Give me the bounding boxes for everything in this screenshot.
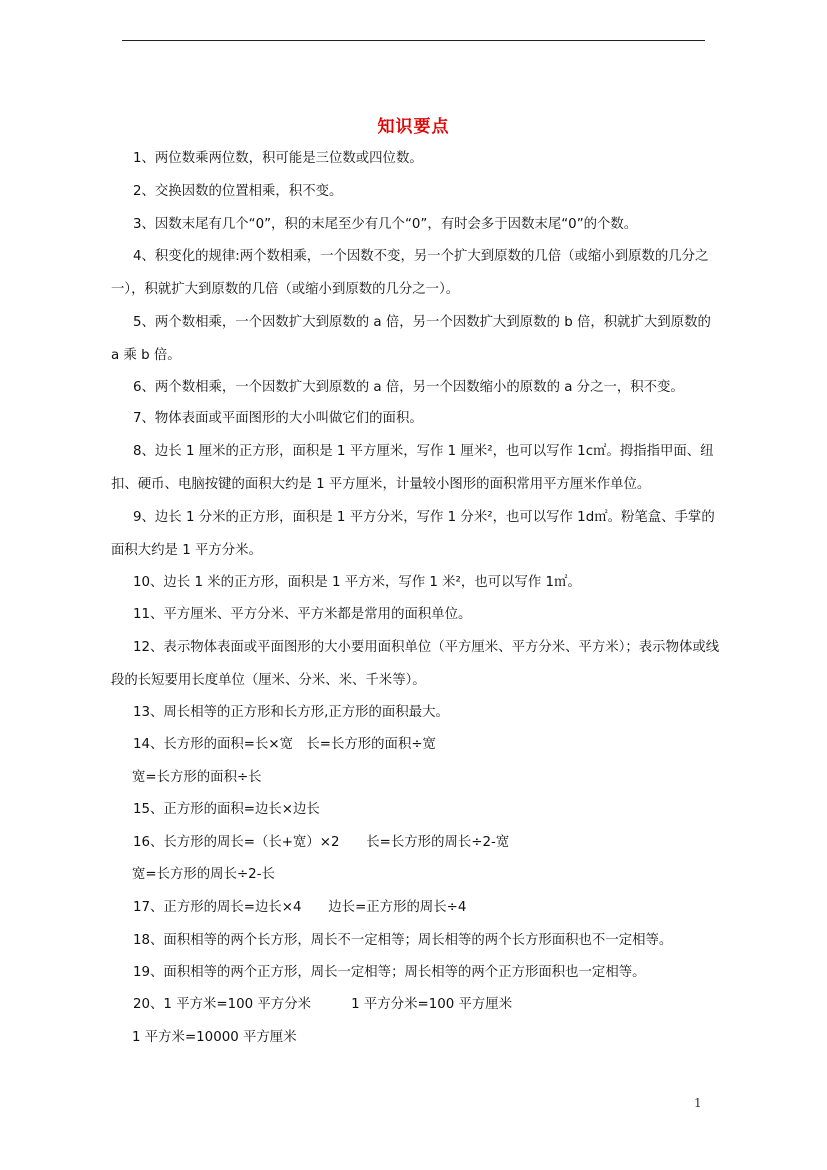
list-item: 17、正方形的周长=边长×4 边长=正方形的周长÷4 bbox=[133, 900, 467, 915]
list-item: 4、积变化的规律:两个数相乘，一个因数不变，另一个扩大到原数的几倍（或缩小到原数的几分之一），积就扩大到原数的几倍（或缩小到原数的几分之一）。 bbox=[111, 249, 709, 297]
list-item: 16、长方形的周长=（长+宽）×2 长=长方形的周长÷2-宽 bbox=[133, 835, 510, 850]
list-item: 15、正方形的面积=边长×边长 bbox=[133, 802, 320, 817]
page-title: 知识要点 bbox=[377, 117, 450, 137]
list-item: 2、交换因数的位置相乘，积不变。 bbox=[133, 184, 343, 199]
list-item: 14、长方形的面积=长×宽 长=长方形的面积÷宽 bbox=[133, 737, 436, 752]
list-item: 3、因数末尾有几个“0”，积的末尾至少有几个“0”，有时会多于因数末尾“0”的个数。 bbox=[133, 217, 638, 232]
list-item: 12、表示物体表面或平面图形的大小要用面积单位（平方厘米、平方分米、平方米）；表示物体或线段的长短要用长度单位（厘米、分米、米、千米等）。 bbox=[111, 640, 720, 688]
list-item: 10、边长 1 米的正方形，面积是 1 平方米，写作 1 米²，也可以写作 1㎡。 bbox=[133, 575, 581, 590]
page-number: 1 bbox=[694, 1096, 702, 1110]
list-item: 7、物体表面或平面图形的大小叫做它们的面积。 bbox=[133, 411, 423, 426]
list-item: 9、边长 1 分米的正方形，面积是 1 平方分米，写作 1 分米²，也可以写作 1d㎡。粉笔盒、手掌的面积大约是 1 平方分米。 bbox=[111, 510, 715, 558]
list-item: 1 平方米=10000 平方厘米 bbox=[132, 1030, 297, 1045]
list-item: 8、边长 1 厘米的正方形，面积是 1 平方厘米，写作 1 厘米²，也可以写作 1c㎡。拇指指甲面、纽扣、硬币、电脑按键的面积大约是 1 平方厘米，计量较小图形的面积常用平方厘米作单位。 bbox=[111, 444, 714, 492]
list-item: 18、面积相等的两个长方形，周长不一定相等；周长相等的两个长方形面积也不一定相等。 bbox=[133, 933, 673, 948]
list-item: 宽=长方形的面积÷长 bbox=[132, 770, 262, 785]
list-item: 13、周长相等的正方形和长方形,正方形的面积最大。 bbox=[133, 705, 449, 720]
list-item: 6、两个数相乘，一个因数扩大到原数的 a 倍，另一个因数缩小的原数的 a 分之一，积不变。 bbox=[133, 380, 684, 395]
list-item: 20、1 平方米=100 平方分米 1 平方分米=100 平方厘米 bbox=[133, 997, 513, 1012]
list-item: 5、两个数相乘，一个因数扩大到原数的 a 倍，另一个因数扩大到原数的 b 倍，积就扩大到原数的 a 乘 b 倍。 bbox=[111, 315, 711, 363]
list-item: 宽=长方形的周长÷2-长 bbox=[132, 867, 275, 882]
list-item: 19、面积相等的两个正方形，周长一定相等；周长相等的两个正方形面积也一定相等。 bbox=[133, 965, 646, 980]
header-rule bbox=[122, 40, 705, 41]
list-item: 11、平方厘米、平方分米、平方米都是常用的面积单位。 bbox=[133, 607, 472, 622]
list-item: 1、两位数乘两位数，积可能是三位数或四位数。 bbox=[133, 151, 423, 166]
